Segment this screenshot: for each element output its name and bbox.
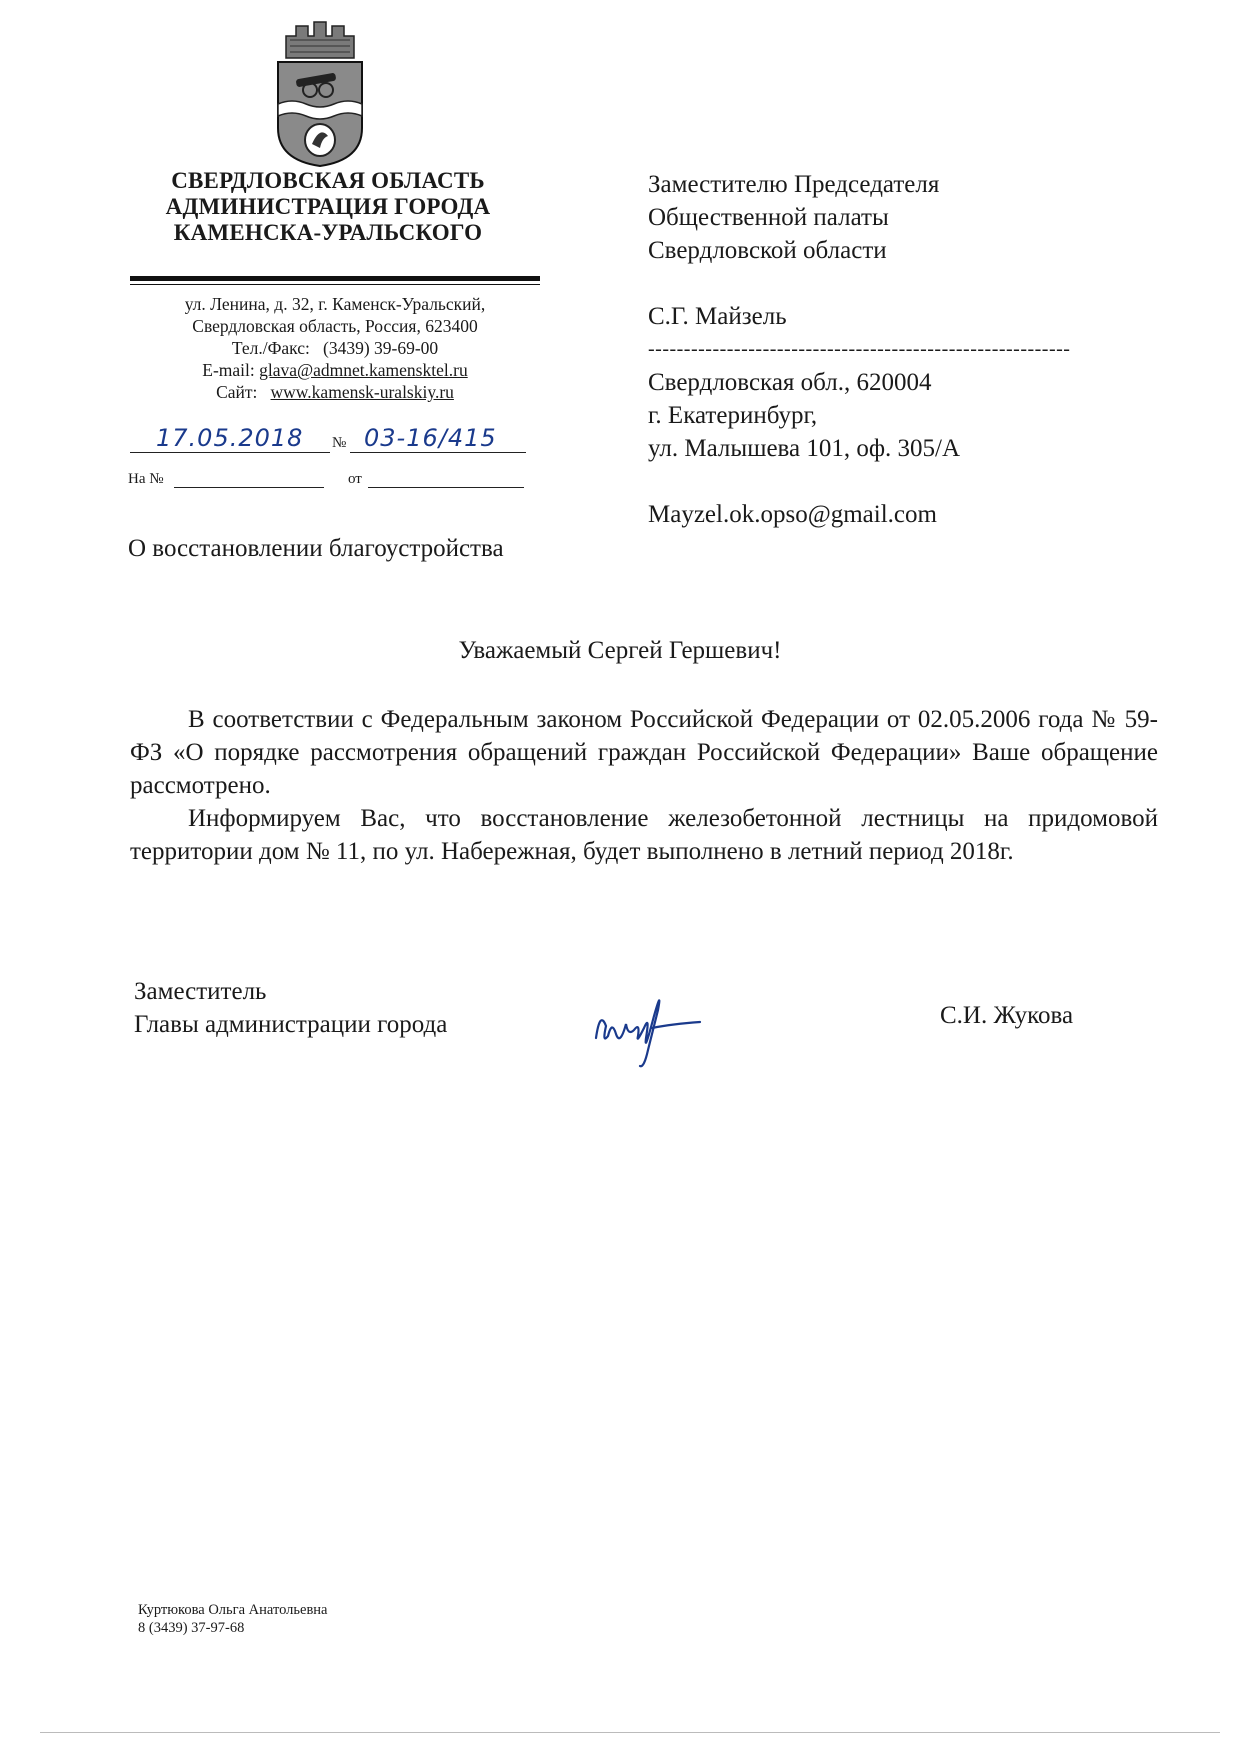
addressee-address-line: ул. Малышева 101, оф. 305/А: [648, 435, 961, 462]
addressee-name: С.Г. Майзель: [648, 303, 787, 330]
letterhead-divider-thin: [130, 284, 540, 285]
site-line: [130, 381, 540, 403]
handwritten-date: 17.05.2018: [156, 424, 304, 452]
registration-row: [128, 422, 528, 456]
addressee-separator: -----------------------------------------------------------: [648, 338, 1071, 360]
reference-row: [128, 471, 538, 493]
position-line: Заместитель: [134, 978, 267, 1005]
spacer: [648, 267, 1118, 300]
phone-label: Тел./Факс:: [231, 338, 310, 358]
signatory-position: [134, 975, 447, 1041]
letterhead-divider-thick: [130, 276, 540, 281]
reference-from-label: от: [348, 471, 362, 487]
letter-subject: О восстановлении благоустройства: [128, 535, 504, 562]
executor-footer: [138, 1601, 327, 1637]
org-title-line: КАМЕНСКА-УРАЛЬСКОГО: [173, 220, 483, 245]
handwritten-signature: [588, 980, 708, 1070]
site-label: Сайт:: [216, 382, 258, 402]
date-underline: [130, 452, 330, 453]
letterhead-contacts: [130, 293, 540, 403]
body-paragraph: Информируем Вас, что восстановление железобетонной лестницы на придомовой территории дом № 11, по ул. Набережная, будет выполнено в летний период 2018г.: [130, 805, 1158, 865]
email-link[interactable]: glava@admnet.kamensktel.ru: [259, 360, 468, 380]
spacer: [648, 465, 1118, 498]
addressee-address-line: г. Екатеринбург,: [648, 402, 818, 429]
letter-body: [130, 703, 1158, 868]
addressee-email: Mayzel.ok.opso@gmail.com: [648, 501, 937, 528]
executor-name: Куртюкова Ольга Анатольевна: [138, 1602, 328, 1618]
position-line: Главы администрации города: [134, 1011, 448, 1038]
addressee-address-line: Свердловская обл., 620004: [648, 369, 932, 396]
handwritten-number: 03-16/415: [364, 424, 497, 452]
reference-from-underline: [368, 487, 524, 488]
org-title-line: СВЕРДЛОВСКАЯ ОБЛАСТЬ: [171, 168, 485, 193]
number-sign: №: [332, 435, 347, 451]
reference-label: На №: [128, 471, 164, 487]
org-title-line: АДМИНИСТРАЦИЯ ГОРОДА: [165, 194, 491, 219]
addressee-line: Общественной палаты: [648, 204, 889, 231]
page-bottom-edge: [40, 1732, 1220, 1733]
body-paragraph: В соответствии с Федеральным законом Российской Федерации от 02.05.2006 года № 59-ФЗ «О порядке рассмотрения обращений граждан Российской Федерации» Ваше обращение рассмотрено.: [130, 706, 1158, 799]
executor-phone: 8 (3439) 37-97-68: [138, 1620, 245, 1636]
signatory-name: С.И. Жукова: [940, 1002, 1074, 1029]
coat-of-arms-emblem: [272, 18, 368, 168]
address-line: ул. Ленина, д. 32, г. Каменск-Уральский,: [184, 294, 486, 314]
addressee-block: [648, 168, 1118, 531]
organization-title: [128, 168, 528, 246]
email-line: [130, 359, 540, 381]
addressee-line: Заместителю Председателя: [648, 171, 940, 198]
number-underline: [350, 452, 526, 453]
site-link[interactable]: www.kamensk-uralskiy.ru: [270, 382, 454, 402]
phone-line: [130, 337, 540, 359]
address-line: Свердловская область, Россия, 623400: [192, 316, 478, 336]
phone-value: (3439) 39-69-00: [323, 338, 439, 358]
greeting: Уважаемый Сергей Гершевич!: [458, 637, 782, 664]
reference-underline: [174, 487, 324, 488]
email-label: E-mail:: [202, 360, 255, 380]
addressee-line: Свердловской области: [648, 237, 887, 264]
